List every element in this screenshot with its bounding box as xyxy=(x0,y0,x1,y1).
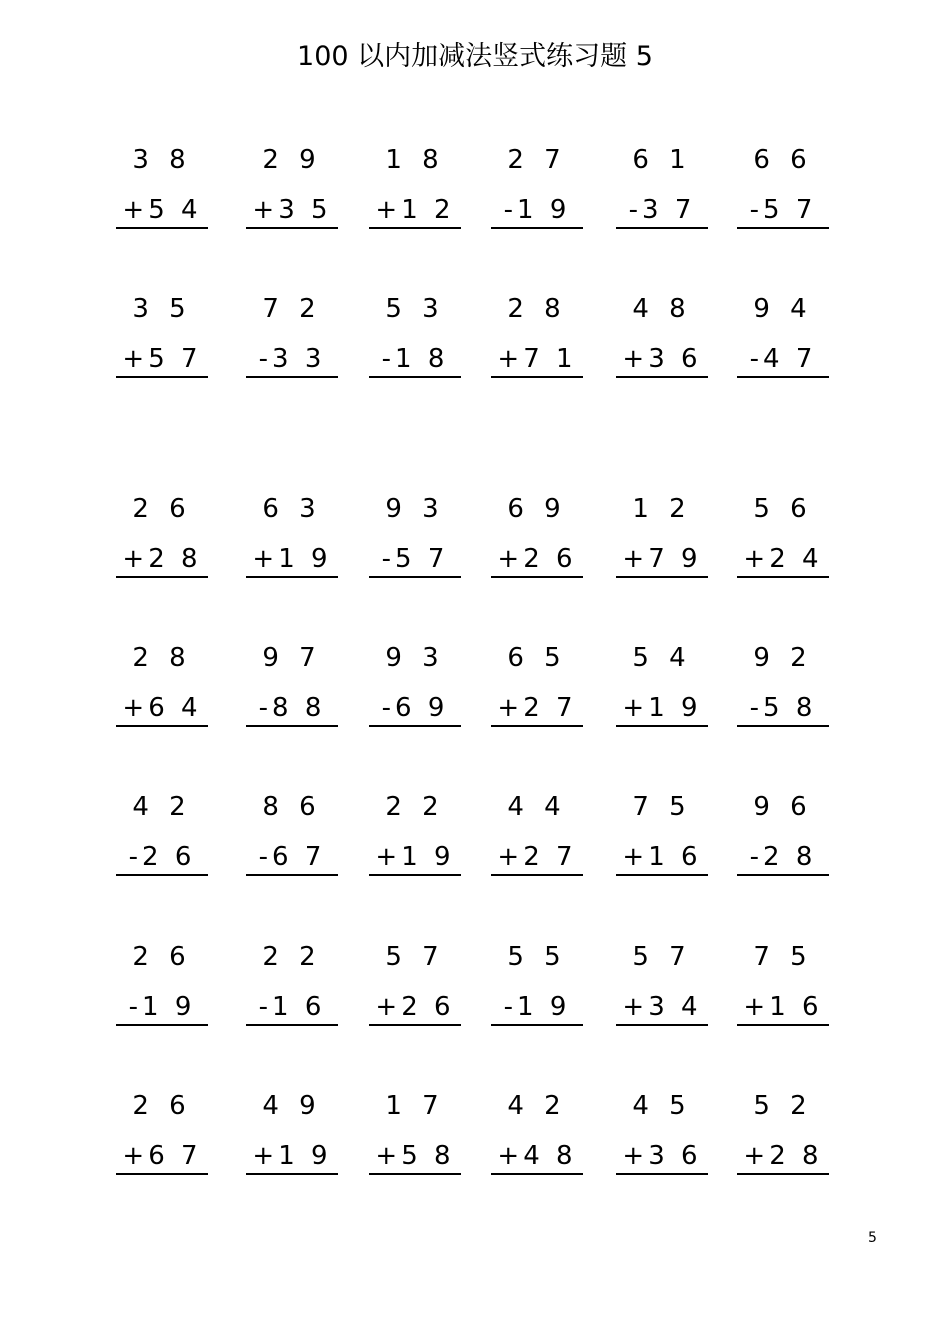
bottom-operand: -1 6 xyxy=(258,992,326,1022)
bottom-operand: +7 9 xyxy=(622,544,702,574)
top-operand: 2 6 xyxy=(132,942,192,972)
answer-line xyxy=(246,1173,338,1175)
problem-r6-c2 xyxy=(242,942,342,1022)
bottom-operand: -1 9 xyxy=(503,992,571,1022)
top-operand: 5 6 xyxy=(753,494,813,524)
answer-line xyxy=(737,576,829,578)
bottom-operand: -5 7 xyxy=(381,544,449,574)
problem-r6-c6 xyxy=(733,942,833,1022)
problem-r1-c3 xyxy=(365,145,465,225)
problem-r3-c5 xyxy=(612,494,712,574)
top-operand: 5 2 xyxy=(753,1091,813,1121)
bottom-operand: +2 6 xyxy=(497,544,577,574)
problem-r2-c6 xyxy=(733,294,833,374)
bottom-operand: +5 7 xyxy=(122,344,202,374)
top-operand: 4 2 xyxy=(132,792,192,822)
problem-r4-c1 xyxy=(112,643,212,723)
top-operand: 9 3 xyxy=(385,494,445,524)
bottom-operand: +6 4 xyxy=(122,693,202,723)
bottom-operand: +2 6 xyxy=(375,992,455,1022)
top-operand: 2 7 xyxy=(507,145,567,175)
problem-r4-c2 xyxy=(242,643,342,723)
problem-r2-c1 xyxy=(112,294,212,374)
problem-r5-c6 xyxy=(733,792,833,872)
answer-line xyxy=(616,576,708,578)
top-operand: 2 6 xyxy=(132,494,192,524)
bottom-operand: +4 8 xyxy=(497,1141,577,1171)
answer-line xyxy=(616,725,708,727)
top-operand: 7 2 xyxy=(262,294,322,324)
problem-r5-c2 xyxy=(242,792,342,872)
top-operand: 2 9 xyxy=(262,145,322,175)
bottom-operand: +5 8 xyxy=(375,1141,455,1171)
bottom-operand: +2 7 xyxy=(497,842,577,872)
answer-line xyxy=(116,874,208,876)
bottom-operand: +1 6 xyxy=(622,842,702,872)
top-operand: 9 6 xyxy=(753,792,813,822)
answer-line xyxy=(616,874,708,876)
top-operand: 4 5 xyxy=(632,1091,692,1121)
problem-r1-c1 xyxy=(112,145,212,225)
bottom-operand: +1 9 xyxy=(622,693,702,723)
problem-r4-c4 xyxy=(487,643,587,723)
answer-line xyxy=(737,1173,829,1175)
top-operand: 5 7 xyxy=(632,942,692,972)
bottom-operand: -3 7 xyxy=(628,195,696,225)
bottom-operand: +2 7 xyxy=(497,693,577,723)
answer-line xyxy=(491,725,583,727)
bottom-operand: +1 9 xyxy=(252,1141,332,1171)
problem-r1-c2 xyxy=(242,145,342,225)
problem-r2-c4 xyxy=(487,294,587,374)
problem-r2-c3 xyxy=(365,294,465,374)
bottom-operand: -1 9 xyxy=(503,195,571,225)
top-operand: 3 5 xyxy=(132,294,192,324)
problem-r2-c2 xyxy=(242,294,342,374)
problem-r6-c1 xyxy=(112,942,212,1022)
bottom-operand: +3 6 xyxy=(622,344,702,374)
answer-line xyxy=(246,227,338,229)
top-operand: 5 7 xyxy=(385,942,445,972)
answer-line xyxy=(616,1173,708,1175)
bottom-operand: -6 9 xyxy=(381,693,449,723)
problem-r5-c3 xyxy=(365,792,465,872)
top-operand: 2 8 xyxy=(132,643,192,673)
answer-line xyxy=(369,376,461,378)
answer-line xyxy=(491,576,583,578)
problem-r3-c1 xyxy=(112,494,212,574)
top-operand: 6 3 xyxy=(262,494,322,524)
answer-line xyxy=(246,576,338,578)
top-operand: 3 8 xyxy=(132,145,192,175)
top-operand: 4 2 xyxy=(507,1091,567,1121)
problem-r6-c4 xyxy=(487,942,587,1022)
top-operand: 1 2 xyxy=(632,494,692,524)
answer-line xyxy=(737,874,829,876)
answer-line xyxy=(369,874,461,876)
problem-r1-c5 xyxy=(612,145,712,225)
bottom-operand: -4 7 xyxy=(749,344,817,374)
problem-r7-c6 xyxy=(733,1091,833,1171)
answer-line xyxy=(369,1173,461,1175)
top-operand: 6 9 xyxy=(507,494,567,524)
top-operand: 2 6 xyxy=(132,1091,192,1121)
top-operand: 6 6 xyxy=(753,145,813,175)
problem-r2-c5 xyxy=(612,294,712,374)
answer-line xyxy=(491,874,583,876)
problem-r5-c1 xyxy=(112,792,212,872)
bottom-operand: +2 4 xyxy=(743,544,823,574)
answer-line xyxy=(491,1024,583,1026)
problem-r6-c5 xyxy=(612,942,712,1022)
bottom-operand: +1 9 xyxy=(252,544,332,574)
answer-line xyxy=(491,376,583,378)
bottom-operand: -2 8 xyxy=(749,842,817,872)
top-operand: 7 5 xyxy=(753,942,813,972)
answer-line xyxy=(246,725,338,727)
answer-line xyxy=(616,376,708,378)
problem-r3-c6 xyxy=(733,494,833,574)
problem-r7-c2 xyxy=(242,1091,342,1171)
top-operand: 7 5 xyxy=(632,792,692,822)
bottom-operand: +1 9 xyxy=(375,842,455,872)
answer-line xyxy=(246,874,338,876)
top-operand: 4 9 xyxy=(262,1091,322,1121)
bottom-operand: +1 2 xyxy=(375,195,455,225)
page-title: 100 以内加减法竖式练习题 5 xyxy=(297,41,653,72)
bottom-operand: +3 4 xyxy=(622,992,702,1022)
answer-line xyxy=(116,376,208,378)
bottom-operand: +1 6 xyxy=(743,992,823,1022)
bottom-operand: +2 8 xyxy=(743,1141,823,1171)
bottom-operand: +3 6 xyxy=(622,1141,702,1171)
problem-r3-c3 xyxy=(365,494,465,574)
problem-r7-c3 xyxy=(365,1091,465,1171)
top-operand: 1 7 xyxy=(385,1091,445,1121)
top-operand: 2 2 xyxy=(262,942,322,972)
bottom-operand: -1 8 xyxy=(381,344,449,374)
answer-line xyxy=(116,576,208,578)
answer-line xyxy=(116,227,208,229)
bottom-operand: -6 7 xyxy=(258,842,326,872)
answer-line xyxy=(116,1173,208,1175)
answer-line xyxy=(491,227,583,229)
answer-line xyxy=(616,227,708,229)
problem-r3-c2 xyxy=(242,494,342,574)
top-operand: 4 4 xyxy=(507,792,567,822)
top-operand: 1 8 xyxy=(385,145,445,175)
top-operand: 5 4 xyxy=(632,643,692,673)
problem-r5-c4 xyxy=(487,792,587,872)
problem-r4-c5 xyxy=(612,643,712,723)
answer-line xyxy=(491,1173,583,1175)
answer-line xyxy=(369,576,461,578)
answer-line xyxy=(116,725,208,727)
bottom-operand: -3 3 xyxy=(258,344,326,374)
bottom-operand: -5 8 xyxy=(749,693,817,723)
page-number: 5 xyxy=(868,1230,877,1246)
top-operand: 9 7 xyxy=(262,643,322,673)
bottom-operand: +3 5 xyxy=(252,195,332,225)
top-operand: 5 5 xyxy=(507,942,567,972)
top-operand: 4 8 xyxy=(632,294,692,324)
problem-r4-c6 xyxy=(733,643,833,723)
problem-r5-c5 xyxy=(612,792,712,872)
bottom-operand: -2 6 xyxy=(128,842,196,872)
problem-r7-c1 xyxy=(112,1091,212,1171)
bottom-operand: +7 1 xyxy=(497,344,577,374)
problem-r7-c5 xyxy=(612,1091,712,1171)
answer-line xyxy=(737,227,829,229)
top-operand: 6 5 xyxy=(507,643,567,673)
answer-line xyxy=(616,1024,708,1026)
bottom-operand: +5 4 xyxy=(122,195,202,225)
answer-line xyxy=(737,1024,829,1026)
answer-line xyxy=(116,1024,208,1026)
bottom-operand: -8 8 xyxy=(258,693,326,723)
top-operand: 9 2 xyxy=(753,643,813,673)
bottom-operand: -5 7 xyxy=(749,195,817,225)
problem-r1-c4 xyxy=(487,145,587,225)
problem-r7-c4 xyxy=(487,1091,587,1171)
answer-line xyxy=(246,1024,338,1026)
top-operand: 9 4 xyxy=(753,294,813,324)
bottom-operand: -1 9 xyxy=(128,992,196,1022)
bottom-operand: +2 8 xyxy=(122,544,202,574)
top-operand: 6 1 xyxy=(632,145,692,175)
top-operand: 8 6 xyxy=(262,792,322,822)
problem-r6-c3 xyxy=(365,942,465,1022)
problem-r1-c6 xyxy=(733,145,833,225)
answer-line xyxy=(369,1024,461,1026)
top-operand: 9 3 xyxy=(385,643,445,673)
problem-r3-c4 xyxy=(487,494,587,574)
top-operand: 2 8 xyxy=(507,294,567,324)
answer-line xyxy=(737,376,829,378)
problem-r4-c3 xyxy=(365,643,465,723)
top-operand: 2 2 xyxy=(385,792,445,822)
top-operand: 5 3 xyxy=(385,294,445,324)
answer-line xyxy=(369,227,461,229)
answer-line xyxy=(246,376,338,378)
answer-line xyxy=(737,725,829,727)
answer-line xyxy=(369,725,461,727)
bottom-operand: +6 7 xyxy=(122,1141,202,1171)
